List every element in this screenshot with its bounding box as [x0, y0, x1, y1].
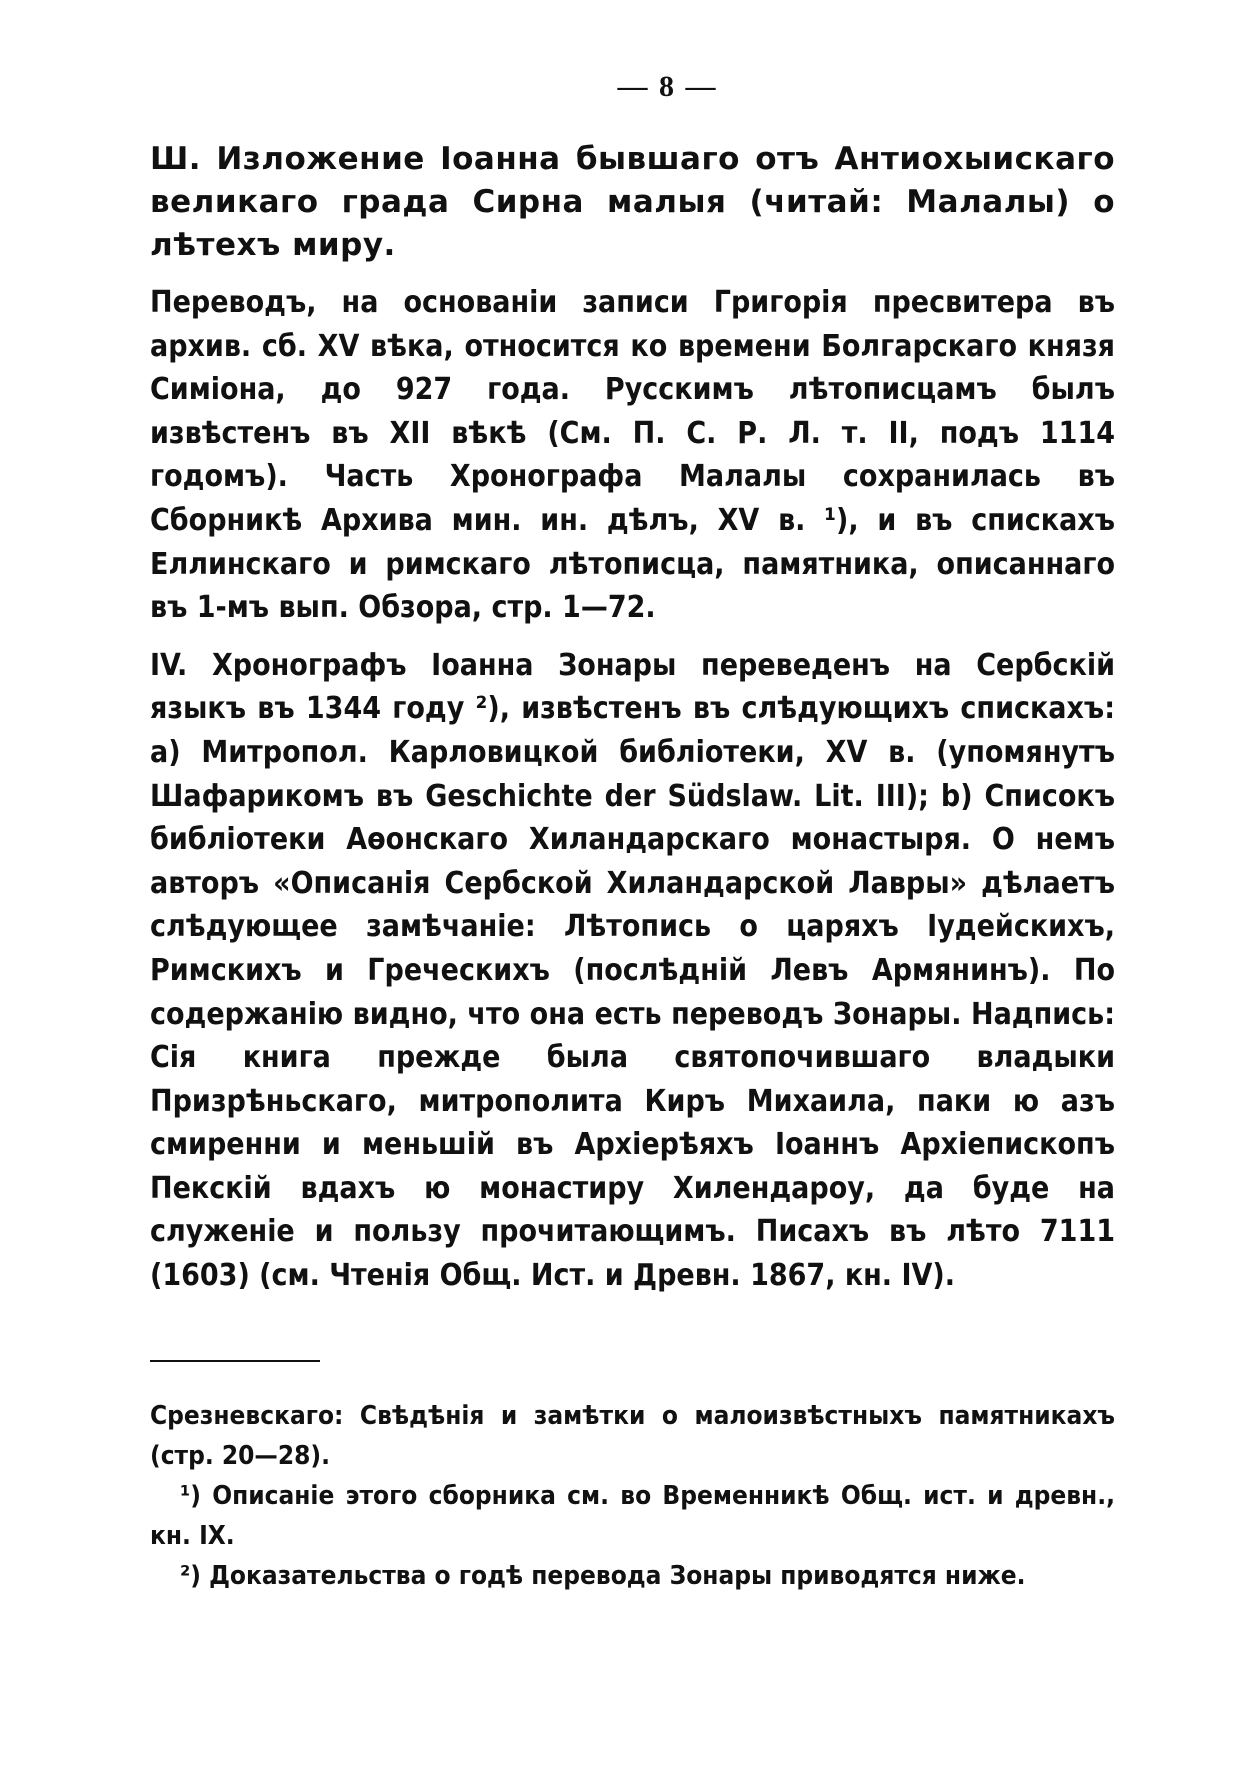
- section-iii-heading: Ш. Изложение Іоанна бывшаго отъ Антиохыискаго великаго града Сирна малыя (читай: Малалы) о лѣтехъ миру.: [150, 141, 1115, 263]
- page-number: — 8 —: [617, 70, 718, 103]
- spacer: [150, 267, 1115, 281]
- page: [150, 70, 1115, 1596]
- section-iv-paragraph: IV. Хронографъ Іоанна Зонары переведенъ на Сербскій языкъ въ 1344 году ²), извѣстенъ въ слѣдующихъ спискахъ: а) Митропол. Карловицкой библіотеки, XV в. (упомянутъ Шафарикомъ въ Geschichte der Südslaw. Lit. III); b) Списокъ библіотеки Аѳонскаго Хиландарскаго монастыря. О немъ авторъ «Описанія Сербской Хиландарской Лавры» дѣлаетъ слѣдующее замѣчаніе: Лѣтопись о царяхъ Іудейскихъ, Римскихъ и Греческихъ (послѣдній Левъ Армянинъ). По содержанію видно, что она есть переводъ Зонары. Надпись: Сія книга прежде была святопочившаго владыки Призрѣньскаго, митрополита Киръ Михаила, паки ю азъ смиренни и меньшій въ Архіерѣяхъ Іоаннъ Архіепископъ Пекскій вдахъ ю монастиру Хилендароу, да буде на служеніе и пользу прочитающимъ. Писахъ въ лѣто 7111 (1603) (см. Чтенія Общ. Ист. и Древн. 1867, кн. IV).: [150, 647, 1115, 1294]
- footnote-divider: [150, 1360, 320, 1362]
- section-iii-paragraph: Переводъ, на основаніи записи Григорія пресвитера въ архив. сб. XV вѣка, относится ко времени Болгарскаго князя Симіона, до 927 года. Русскимъ лѣтописцамъ былъ извѣстенъ въ XII вѣкѣ (См. П. С. Р. Л. т. II, подъ 1114 годомъ). Часть Хронографа Малалы сохранилась въ Сборникѣ Архива мин. ин. дѣлъ, XV в. ¹), и въ спискахъ Еллинскаго и римскаго лѣтописца, памятника, описаннаго въ 1-мъ вып. Обзора, стр. 1—72.: [150, 285, 1115, 626]
- spacer: [150, 630, 1115, 644]
- footnote-1: ¹) Описаніе этого сборника см. во Временникѣ Общ. ист. и древн., кн. IX.: [150, 1480, 1115, 1551]
- footnote-continued: Срезневскаго: Свѣдѣнія и замѣтки о малоизвѣстныхъ памятникахъ (стр. 20—28).: [150, 1400, 1115, 1471]
- footnote-2: ²) Доказательства о годѣ перевода Зонары приводятся ниже.: [180, 1560, 1026, 1591]
